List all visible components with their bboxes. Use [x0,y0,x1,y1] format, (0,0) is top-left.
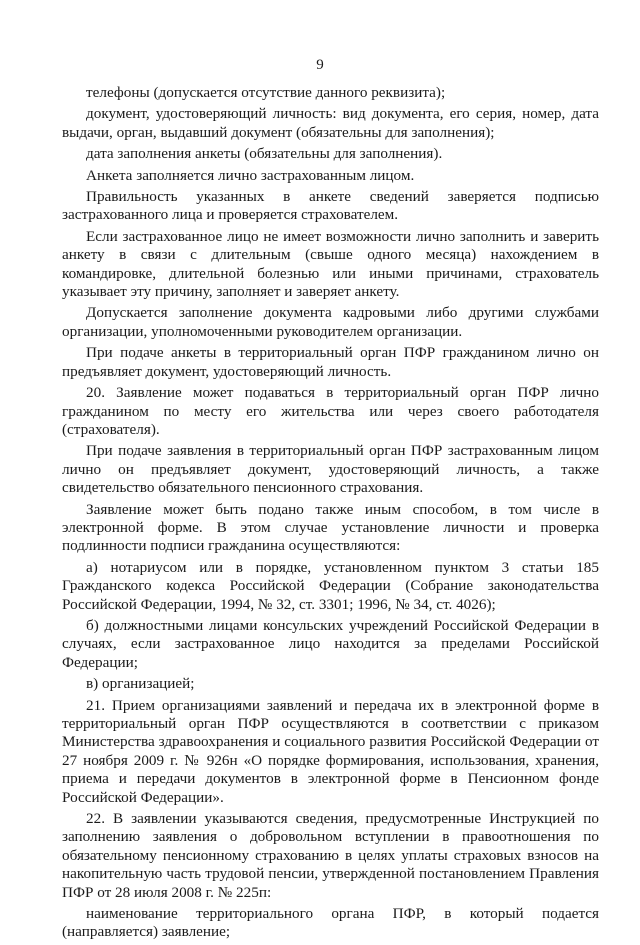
paragraph-organization: в) организацией; [86,675,195,693]
paragraph-submission-in-person: При подаче анкеты в территориальный орган ПФР гражданином лично он предъявляет документ, удостоверяющий личность. [62,344,599,380]
paragraph-territorial-body-name: наименование территориального органа ПФР, в который подается (направляется) заявление; [62,905,599,941]
paragraph-hr-services: Допускается заполнение документа кадровыми либо другими службами организации, уполномоченными руководителем организации. [62,304,599,340]
paragraph-unable-to-fill: Если застрахованное лицо не имеет возможности лично заполнить и заверить анкету в связи с длительным (свыше одного месяца) нахождением в командировке, длительной болезнью или иными причинами, страхователь указывает эту причину, заполняет и заверяет анкету. [62,227,599,301]
paragraph-electronic-form: Заявление может быть подано также иным способом, в том числе в электронной форме. В этом случае установление личности и проверка подлинности подписи гражданина осуществляются: [62,500,599,555]
paragraph-application-in-person: При подаче заявления в территориальный орган ПФР застрахованным лицом лично он предъявляет документ, удостоверяющий личность, а также свидетельство обязательного пенсионного страхования. [62,442,599,497]
paragraph-filled-personally: Анкета заполняется лично застрахованным лицом. [86,166,415,184]
paragraph-item-20: 20. Заявление может подаваться в территориальный орган ПФР лично гражданином по месту его жительства или через своего работодателя (страхователя). [62,384,599,438]
paragraph-fill-date: дата заполнения анкеты (обязательны для заполнения). [86,145,443,163]
document-body [62,84,599,945]
paragraph-item-22: 22. В заявлении указываются сведения, предусмотренные Инструкцией по заполнению заявления о добровольном вступлении в правоотношения по обязательному пенсионному страхованию в целях уплаты страховых взносов на накопительную часть трудовой пенсии, утвержденной постановлением Правления ПФР от 28 июля 2008 г. № 225п: [62,810,599,901]
paragraph-consular: б) должностными лицами консульских учреждений Российской Федерации в случаях, если застрахованное лицо находится за пределами Российской Федерации; [62,616,599,671]
paragraph-item-21: 21. Прием организациями заявлений и передача их в электронной форме в территориальный орган ПФР осуществляются в соответствии с приказом Министерства здравоохранения и социального развития Российской Федерации от 27 ноября 2009 г. № 926н «О порядке формирования, использования, хранения, приема и передачи документов в электронной форме в Пенсионном фонде Российской Федерации». [62,696,599,806]
paragraph-phones: телефоны (допускается отсутствие данного реквизита); [86,84,446,101]
paragraph-identity-document: документ, удостоверяющий личность: вид документа, его серия, номер, дата выдачи, орган, выдавший документ (обязательны для заполнения); [62,105,599,141]
page-number: 9 [316,57,324,73]
paragraph-notary: а) нотариусом или в порядке, установленном пунктом 3 статьи 185 Гражданского кодекса Российской Федерации (Собрание законодательства Российской Федерации, 1994, № 32, ст. 3301; 1996, № 34, ст. 4026); [62,558,599,613]
paragraph-signature: Правильность указанных в анкете сведений заверяется подписью застрахованного лица и проверяется страхователем. [62,188,599,224]
